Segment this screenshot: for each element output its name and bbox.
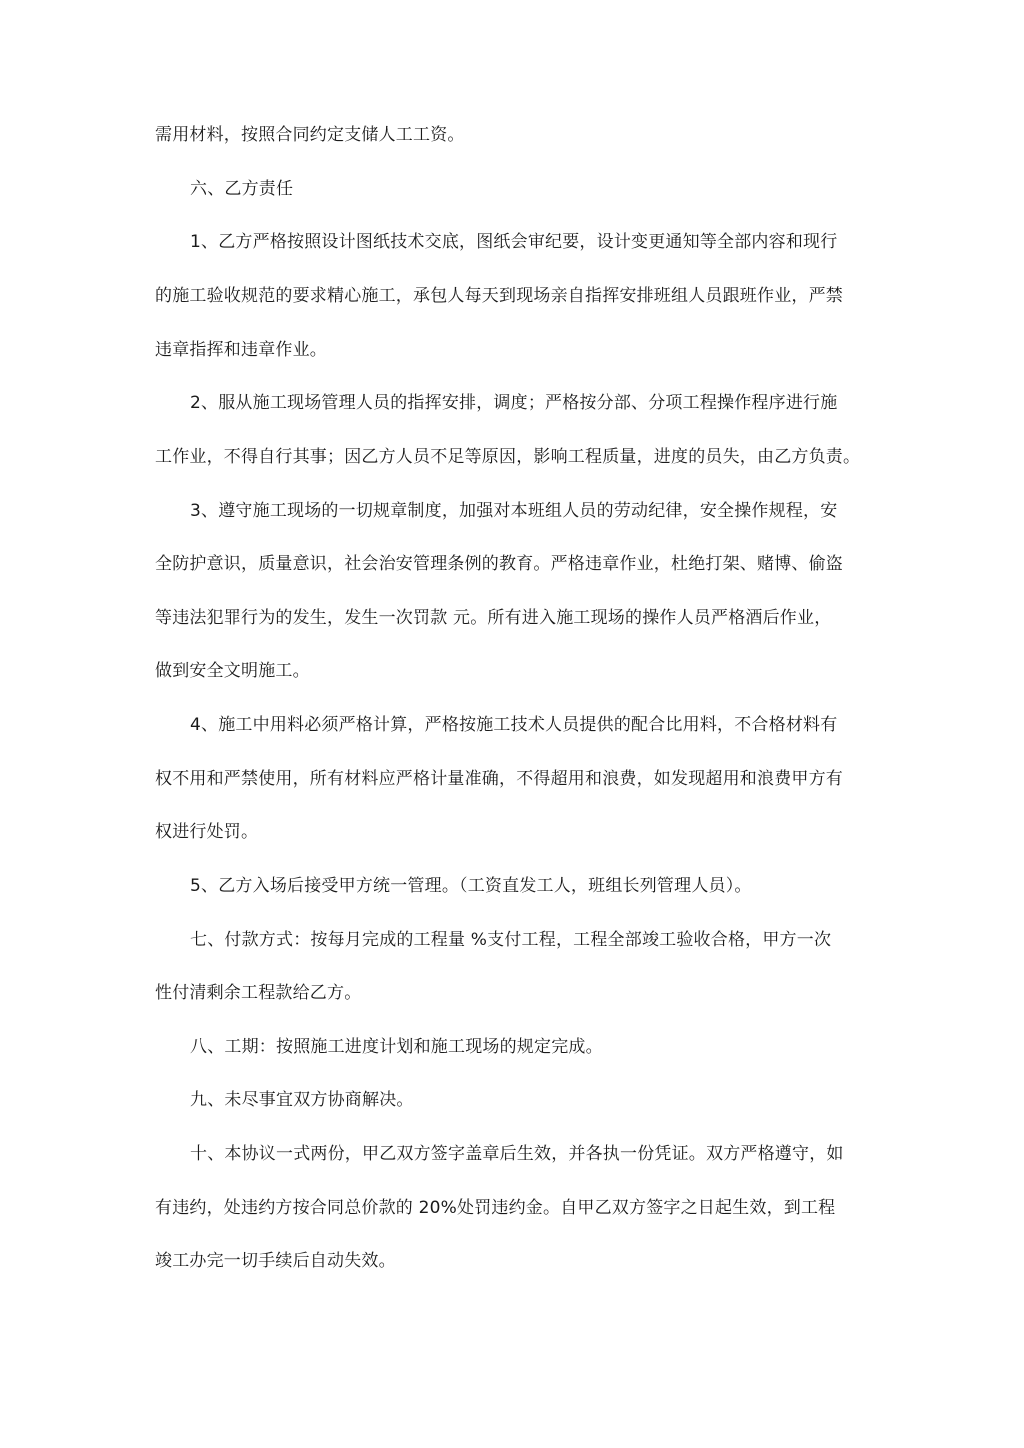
text-line: 5、乙方入场后接受甲方统一管理。（工资直发工人，班组长列管理人员）。 bbox=[190, 876, 752, 896]
text-line: 全防护意识，质量意识，社会治安管理条例的教育。严格违章作业，杜绝打架、赌博、偷盗 bbox=[155, 554, 843, 574]
text-line: 需用材料，按照合同约定支储人工工资。 bbox=[155, 125, 465, 145]
text-line: 有违约，处违约方按合同总价款的 20%处罚违约金。自甲乙双方签字之日起生效，到工程 bbox=[155, 1198, 836, 1218]
section-heading: 六、乙方责任 bbox=[190, 179, 294, 199]
text-line: 4、施工中用料必须严格计算，严格按施工技术人员提供的配合比用料，不合格材料有 bbox=[190, 715, 838, 735]
text-line: 的施工验收规范的要求精心施工，承包人每天到现场亲自指挥安排班组人员跟班作业，严禁 bbox=[155, 286, 843, 306]
text-line: 工作业，不得自行其事；因乙方人员不足等原因，影响工程质量，进度的员失，由乙方负责。 bbox=[155, 447, 861, 467]
text-line: 1、乙方严格按照设计图纸技术交底，图纸会审纪要，设计变更通知等全部内容和现行 bbox=[190, 232, 838, 252]
text-line: 做到安全文明施工。 bbox=[155, 661, 310, 681]
text-line: 3、遵守施工现场的一切规章制度，加强对本班组人员的劳动纪律，安全操作规程，安 bbox=[190, 501, 838, 521]
text-line: 2、服从施工现场管理人员的指挥安排，调度；严格按分部、分项工程操作程序进行施 bbox=[190, 393, 838, 413]
text-line: 竣工办完一切手续后自动失效。 bbox=[155, 1251, 396, 1271]
section-heading: 七、付款方式：按每月完成的工程量 %支付工程，工程全部竣工验收合格，甲方一次 bbox=[190, 930, 832, 950]
text-line: 权进行处罚。 bbox=[155, 822, 259, 842]
section-heading: 十、本协议一式两份，甲乙双方签字盖章后生效，并各执一份凭证。双方严格遵守，如 bbox=[190, 1144, 844, 1164]
text-line: 等违法犯罪行为的发生，发生一次罚款 元。所有进入施工现场的操作人员严格酒后作业， bbox=[155, 608, 832, 628]
section-heading: 八、工期：按照施工进度计划和施工现场的规定完成。 bbox=[190, 1037, 603, 1057]
section-heading: 九、未尽事宜双方协商解决。 bbox=[190, 1090, 414, 1110]
text-line: 权不用和严禁使用，所有材料应严格计量准确，不得超用和浪费，如发现超用和浪费甲方有 bbox=[155, 769, 843, 789]
text-line: 性付清剩余工程款给乙方。 bbox=[155, 983, 362, 1003]
text-line: 违章指挥和违章作业。 bbox=[155, 340, 327, 360]
